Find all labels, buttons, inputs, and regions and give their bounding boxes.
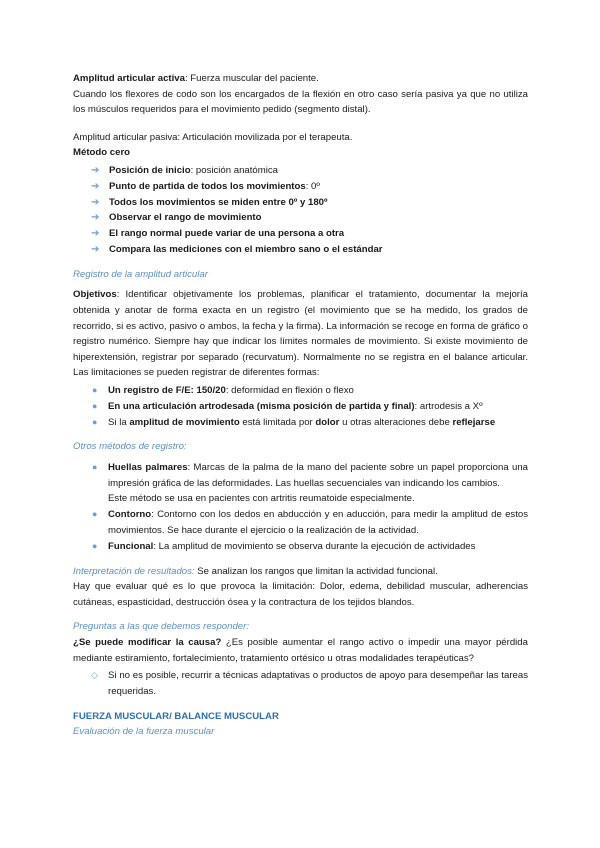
bullet-dot-icon: ● bbox=[92, 384, 98, 395]
list-item: ● Funcional: La amplitud de movimiento se observa durante la ejecución de actividades bbox=[91, 539, 528, 555]
amplitud-activa-definition: : Fuerza muscular del paciente. bbox=[184, 73, 319, 84]
amplitud-activa-explanation: Cuando los flexores de codo son los encargados de la flexión en otro caso sería pasiva ya que no utiliza los músculos requeridos para el movimiento pedido (segmento distal). bbox=[73, 88, 528, 116]
metodo-cero-heading: Método cero bbox=[73, 147, 131, 159]
right-arrow-icon: ➔ bbox=[91, 228, 100, 240]
objetivos-paragraph: Objetivos: Identificar objetivamente los problemas, planificar el tratamiento, documentar la mejoría obtenida y anotar de forma exacta en un registro (el movimiento que se ha medido, los grados de recorrido, si es activo, pasivo o ambos, la fecha y la firma). La información se recoge en forma de gráfico o registro numérico. Siempre hay que indicar los límites normales de movimiento. Si existe movimiento de hiperextensión, registrar por separado (recurvatum). Normalmente no se registra en el balance articular. Las limitaciones se pueden registrar de diferentes formas: bbox=[73, 289, 528, 379]
right-arrow-icon: ➔ bbox=[91, 196, 100, 208]
list-item: ➔ Todos los movimientos se miden entre 0º y 180º bbox=[91, 195, 528, 211]
list-item: ◇ Si no es posible, recurrir a técnicas adaptativas o productos de apoyo para desempeñar las tareas requeridas. bbox=[91, 670, 528, 698]
bullet-dot-icon: ● bbox=[92, 540, 98, 551]
bullet-dot-icon: ● bbox=[92, 461, 98, 472]
right-arrow-icon: ➔ bbox=[91, 243, 100, 255]
list-item: ● Huellas palmares: Marcas de la palma de la mano del paciente sobre un papel proporciona una impresión gráfica de las deformidades. Las huellas secuenciales van indicando los cambios. Este método se usa en pacientes con artritis reumatoide especialmente. bbox=[92, 461, 528, 505]
evaluacion-fuerza-subheading: Evaluación de la fuerza muscular bbox=[73, 726, 215, 738]
list-item: ➔ Observar el rango de movimiento bbox=[91, 210, 528, 226]
bullet-dot-icon: ● bbox=[92, 416, 98, 427]
right-arrow-icon: ➔ bbox=[91, 212, 100, 224]
otros-metodos-list bbox=[73, 460, 528, 555]
metodo-cero-list bbox=[73, 163, 528, 258]
amplitud-pasiva-paragraph: Amplitud articular pasiva: Articulación movilizada por el terapeuta. bbox=[73, 131, 353, 143]
list-item: ➔ Compara las mediciones con el miembro sano o el estándar bbox=[91, 242, 528, 258]
list-item: ➔ El rango normal puede variar de una persona a otra bbox=[91, 226, 528, 242]
list-item: ● En una articulación artrodesada (misma posición de partida y final): artrodesis a Xº bbox=[91, 399, 528, 415]
interpretacion-paragraph: Interpretación de resultados: Se analizan los rangos que limitan la actividad funcional. bbox=[73, 565, 438, 577]
fuerza-muscular-heading: FUERZA MUSCULAR/ BALANCE MUSCULAR bbox=[73, 710, 279, 722]
list-item: ● Un registro de F/E: 150/20: deformidad en flexión o flexo bbox=[91, 383, 528, 399]
document-page bbox=[73, 71, 528, 740]
list-item: ● Contorno: Contorno con los dedos en abducción y en aducción, para medir la amplitud de estos movimientos. Se hace durante el ejercicio o la realización de la actividad. bbox=[92, 509, 528, 537]
amplitud-activa-term: Amplitud articular activa bbox=[73, 73, 185, 84]
diamond-outline-icon: ◇ bbox=[91, 670, 98, 681]
right-arrow-icon: ➔ bbox=[91, 180, 100, 192]
interpretacion-detail: Hay que evaluar qué es lo que provoca la limitación: Dolor, edema, debilidad muscular, adherencias cutáneas, espasticidad, destrucción ósea y la contractura de los tejidos blandos. bbox=[73, 581, 528, 608]
right-arrow-icon: ➔ bbox=[91, 164, 100, 176]
list-item: ➔ Posición de inicio: posición anatómica bbox=[91, 163, 528, 179]
list-item: ● Si la amplitud de movimiento está limitada por dolor u otras alteraciones debe reflejarse bbox=[91, 415, 528, 431]
preguntas-list bbox=[73, 668, 528, 700]
bullet-dot-icon: ● bbox=[92, 400, 98, 411]
preguntas-heading: Preguntas a las que debemos responder: bbox=[73, 621, 249, 633]
preguntas-paragraph: ¿Se puede modificar la causa? ¿Es posible aumentar el rango activo o impedir una mayor pérdida mediante estiramiento, fortalecimiento, tratamiento ortésico u otras modalidades terapéuticas? bbox=[73, 637, 528, 664]
registro-list bbox=[73, 383, 528, 430]
registro-heading: Registro de la amplitud articular bbox=[73, 268, 208, 280]
bullet-dot-icon: ● bbox=[92, 509, 98, 520]
otros-metodos-heading: Otros métodos de registro: bbox=[73, 441, 187, 453]
amplitud-activa-paragraph bbox=[73, 71, 528, 87]
list-item: ➔ Punto de partida de todos los movimientos: 0º bbox=[91, 179, 528, 195]
